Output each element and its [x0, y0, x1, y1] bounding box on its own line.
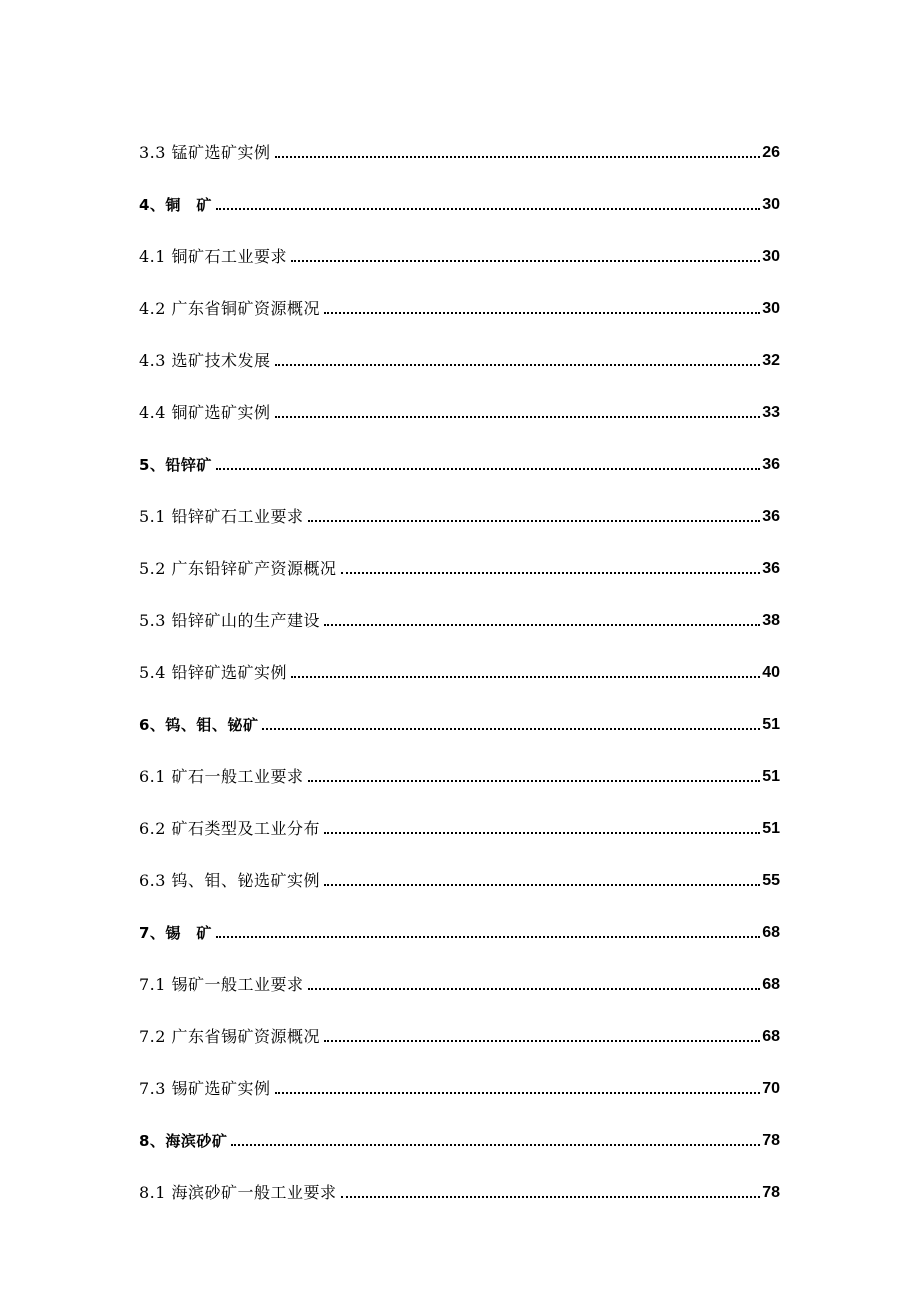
toc-entry-title: 7.1 锡矿一般工业要求 [139, 975, 304, 994]
toc-entry-page-number: 36 [762, 560, 780, 577]
toc-entry[interactable] [139, 1099, 780, 1151]
toc-entry-page-number: 33 [762, 404, 780, 421]
toc-entry-page-number: 38 [762, 612, 780, 629]
toc-entry-page-number: 78 [762, 1184, 780, 1201]
toc-entry[interactable] [139, 891, 780, 943]
toc-entry-title: 4.1 铜矿石工业要求 [139, 247, 288, 266]
toc-entry-page-number: 30 [762, 196, 780, 213]
toc-entry-title: 5.3 铅锌矿山的生产建设 [139, 611, 321, 630]
toc-entry[interactable] [139, 943, 780, 995]
toc-entry[interactable] [139, 735, 780, 787]
toc-entry-page-number: 40 [762, 664, 780, 681]
dot-leader [308, 780, 761, 782]
toc-entry-title: 3.3 锰矿选矿实例 [139, 143, 271, 162]
toc-entry[interactable] [139, 683, 780, 735]
toc-entry-title: 5.2 广东铅锌矿产资源概况 [139, 559, 337, 578]
dot-leader [262, 728, 760, 730]
toc-entry-title: 5.1 铅锌矿石工业要求 [139, 507, 304, 526]
toc-entry-page-number: 78 [762, 1132, 780, 1149]
dot-leader [308, 988, 761, 990]
toc-entry-page-number: 68 [762, 924, 780, 941]
table-of-contents [139, 111, 780, 1203]
toc-entry-page-number: 36 [762, 508, 780, 525]
toc-entry[interactable] [139, 1151, 780, 1203]
toc-entry-title: 5.4 铅锌矿选矿实例 [139, 663, 288, 682]
dot-leader [308, 520, 761, 522]
toc-entry-page-number: 26 [762, 144, 780, 161]
toc-entry-title: 8、海滨砂矿 [139, 1132, 228, 1150]
toc-entry-page-number: 68 [762, 1028, 780, 1045]
toc-entry-title: 7.2 广东省锡矿资源概况 [139, 1027, 321, 1046]
toc-entry-page-number: 70 [762, 1080, 780, 1097]
toc-entry-title: 4.3 选矿技术发展 [139, 351, 271, 370]
toc-entry[interactable] [139, 787, 780, 839]
dot-leader [216, 208, 760, 210]
toc-entry-title: 7、锡 矿 [139, 924, 212, 942]
toc-entry[interactable] [139, 475, 780, 527]
toc-entry-title: 4.4 铜矿选矿实例 [139, 403, 271, 422]
toc-entry[interactable] [139, 1047, 780, 1099]
dot-leader [341, 572, 761, 574]
toc-entry[interactable] [139, 215, 780, 267]
dot-leader [216, 468, 760, 470]
toc-entry[interactable] [139, 319, 780, 371]
toc-entry[interactable] [139, 111, 780, 163]
toc-entry-title: 5、铅锌矿 [139, 456, 212, 474]
dot-leader [275, 364, 761, 366]
dot-leader [275, 1092, 761, 1094]
dot-leader [324, 312, 760, 314]
toc-entry-title: 7.3 锡矿选矿实例 [139, 1079, 271, 1098]
toc-entry[interactable] [139, 267, 780, 319]
toc-entry-page-number: 51 [762, 716, 780, 733]
toc-entry-title: 6、钨、钼、铋矿 [139, 716, 259, 734]
dot-leader [324, 624, 760, 626]
toc-entry[interactable] [139, 995, 780, 1047]
dot-leader [341, 1196, 761, 1198]
dot-leader [324, 884, 760, 886]
toc-entry-page-number: 55 [762, 872, 780, 889]
dot-leader [216, 936, 760, 938]
toc-entry-title: 4.2 广东省铜矿资源概况 [139, 299, 321, 318]
toc-entry[interactable] [139, 163, 780, 215]
toc-entry[interactable] [139, 631, 780, 683]
toc-entry-title: 6.2 矿石类型及工业分布 [139, 819, 321, 838]
toc-entry[interactable] [139, 579, 780, 631]
dot-leader [275, 156, 761, 158]
dot-leader [291, 676, 760, 678]
toc-entry-page-number: 32 [762, 352, 780, 369]
toc-entry-page-number: 68 [762, 976, 780, 993]
toc-entry-page-number: 30 [762, 300, 780, 317]
toc-entry[interactable] [139, 527, 780, 579]
toc-entry-title: 6.1 矿石一般工业要求 [139, 767, 304, 786]
toc-list [139, 111, 780, 1203]
dot-leader [231, 1144, 760, 1146]
toc-entry-page-number: 51 [762, 768, 780, 785]
toc-entry[interactable] [139, 371, 780, 423]
toc-entry-title: 6.3 钨、钼、铋选矿实例 [139, 871, 321, 890]
toc-entry-page-number: 36 [762, 456, 780, 473]
dot-leader [324, 1040, 760, 1042]
toc-entry[interactable] [139, 839, 780, 891]
dot-leader [275, 416, 761, 418]
toc-entry[interactable] [139, 423, 780, 475]
toc-entry-page-number: 30 [762, 248, 780, 265]
toc-entry-page-number: 51 [762, 820, 780, 837]
dot-leader [324, 832, 760, 834]
toc-entry-title: 4、铜 矿 [139, 196, 212, 214]
toc-entry-title: 8.1 海滨砂矿一般工业要求 [139, 1183, 337, 1202]
dot-leader [291, 260, 760, 262]
